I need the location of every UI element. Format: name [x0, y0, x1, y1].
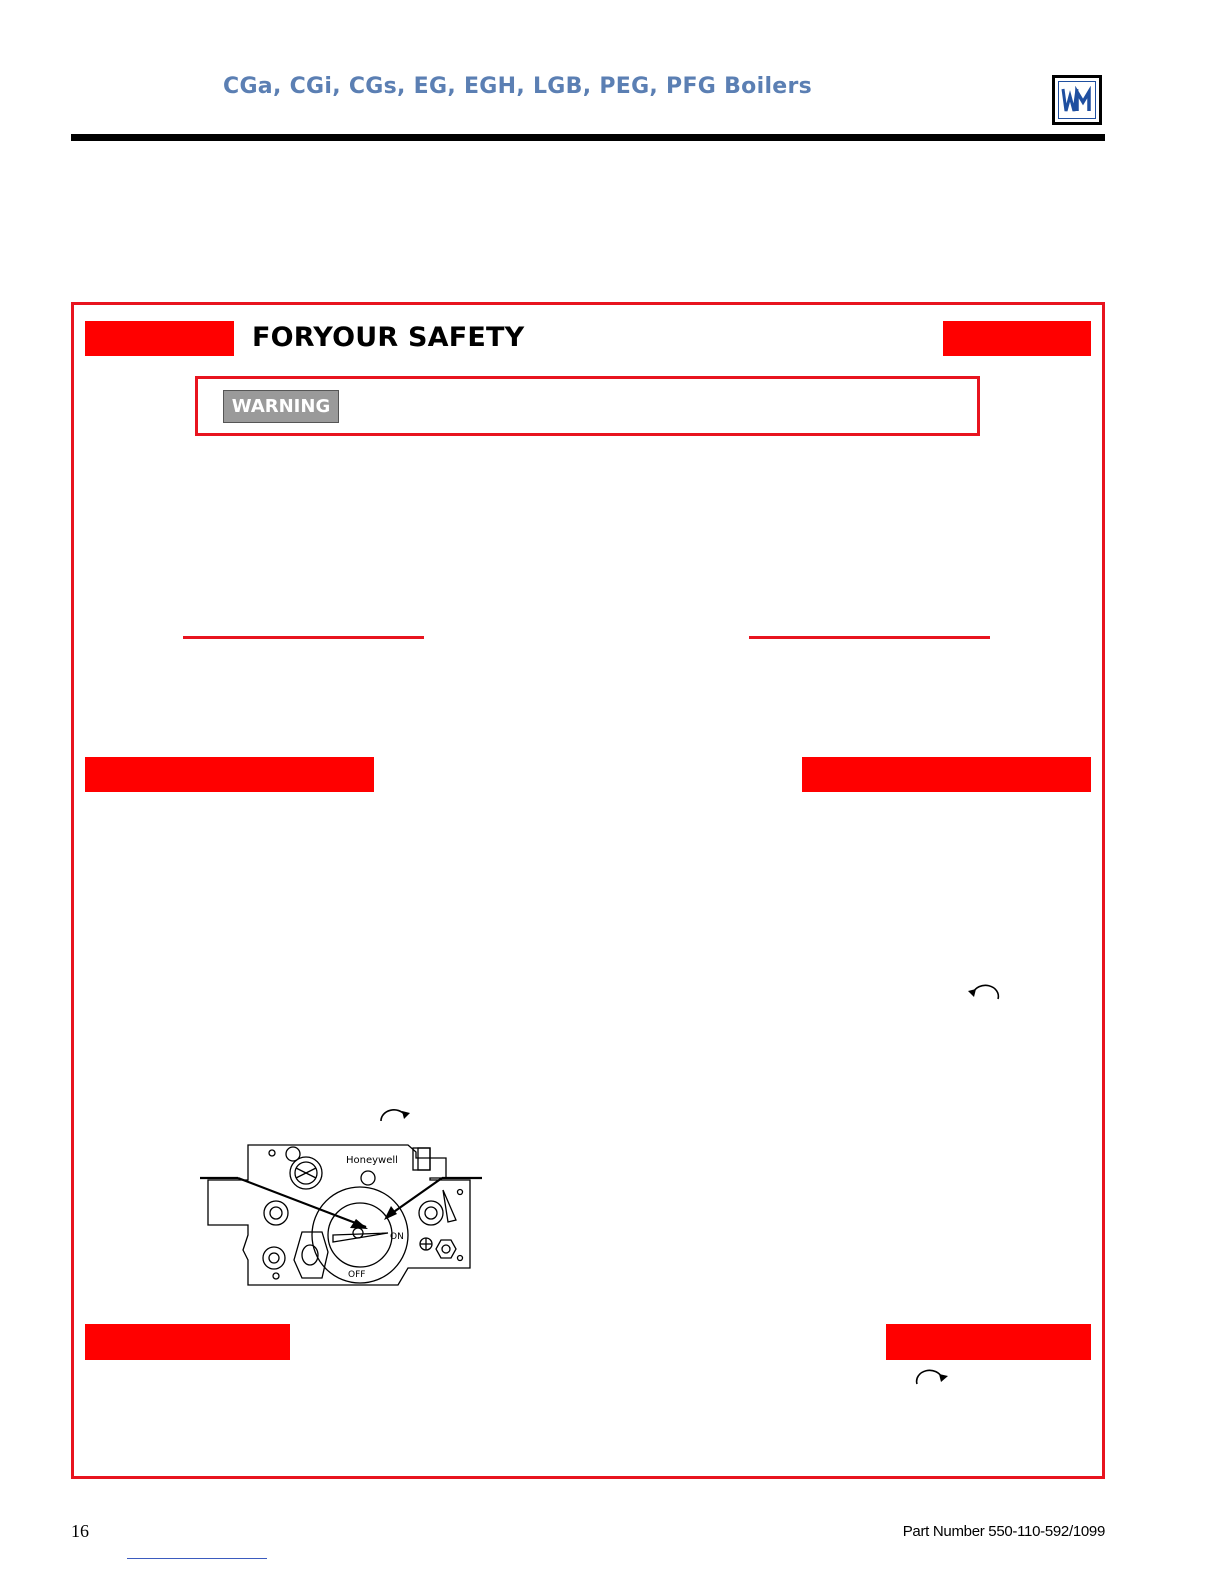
counterclockwise-arrow-icon — [965, 983, 1001, 1003]
page-number: 16 — [71, 1521, 89, 1541]
page-header-title: CGa, CGi, CGs, EG, EGH, LGB, PEG, PFG Boilers — [223, 74, 813, 99]
title-bar-left — [85, 321, 234, 356]
warning-badge: WARNING — [223, 390, 339, 423]
header-rule — [71, 134, 1105, 141]
valve-brand-label: Honeywell — [346, 1155, 398, 1166]
logo-icon — [1061, 86, 1093, 114]
footer-link-underline — [127, 1558, 267, 1559]
clockwise-arrow-icon — [915, 1368, 951, 1388]
section-bar-right — [802, 757, 1091, 792]
gas-valve-figure — [198, 1140, 488, 1290]
divider-left — [183, 636, 424, 639]
safety-frame — [71, 302, 1105, 1479]
clockwise-arrow-icon — [379, 1105, 413, 1125]
valve-off-label: OFF — [348, 1270, 366, 1280]
company-logo — [1052, 75, 1102, 125]
safety-title: FORYOUR SAFETY — [252, 322, 525, 353]
valve-on-label: ON — [390, 1232, 404, 1242]
title-bar-right — [943, 321, 1091, 356]
divider-right — [749, 636, 990, 639]
section-bar-left — [85, 757, 374, 792]
section-bar-bottom-left — [85, 1324, 290, 1360]
logo-mark — [1058, 81, 1096, 119]
section-bar-bottom-right — [886, 1324, 1091, 1360]
part-number: Part Number 550-110-592/1099 — [902, 1523, 1105, 1540]
